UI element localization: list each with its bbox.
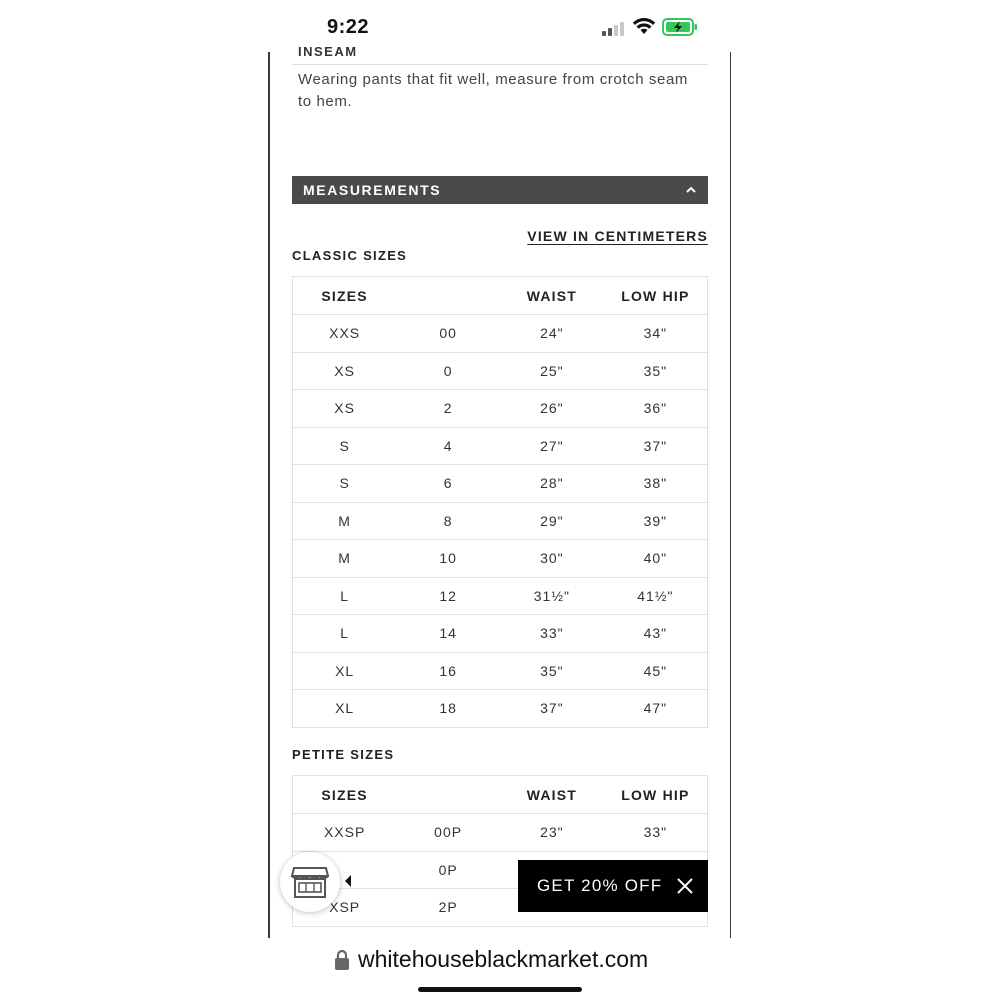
table-row <box>293 814 708 852</box>
store-locator-button[interactable] <box>280 852 340 912</box>
browser-address-bar[interactable] <box>0 938 1000 1000</box>
waist-cell: 37" <box>500 690 604 728</box>
numeric-size-cell: 16 <box>396 652 500 690</box>
chevron-up-icon[interactable] <box>684 183 698 197</box>
petite-sizes-heading: PETITE SIZES <box>292 747 395 762</box>
column-header: WAIST <box>500 277 604 315</box>
table-row <box>293 427 708 465</box>
table-row <box>293 577 708 615</box>
table-row <box>293 615 708 653</box>
low-hip-cell: 47" <box>604 690 708 728</box>
low-hip-cell: 33" <box>604 814 708 852</box>
waist-cell: 23" <box>500 814 604 852</box>
status-time: 9:22 <box>327 16 370 38</box>
waist-cell: 25" <box>500 352 604 390</box>
inseam-title: INSEAM <box>298 44 358 59</box>
numeric-size-cell: 00P <box>396 814 500 852</box>
table-row <box>293 652 708 690</box>
table-row <box>293 502 708 540</box>
size-label-cell: XS <box>293 352 397 390</box>
numeric-size-cell: 14 <box>396 615 500 653</box>
numeric-size-cell: 18 <box>396 690 500 728</box>
table-header-row <box>293 277 708 315</box>
size-label-cell: XXSP <box>293 814 397 852</box>
column-header <box>396 776 500 814</box>
measurements-accordion-header[interactable] <box>292 176 708 204</box>
table-header-row <box>293 776 708 814</box>
numeric-size-cell: 2 <box>396 390 500 428</box>
size-label-cell: XXS <box>293 315 397 353</box>
low-hip-cell: 36" <box>604 390 708 428</box>
numeric-size-cell: 00 <box>396 315 500 353</box>
column-header <box>396 277 500 315</box>
close-icon[interactable] <box>676 877 694 895</box>
classic-sizes-heading: CLASSIC SIZES <box>292 248 408 263</box>
low-hip-cell: 38" <box>604 465 708 503</box>
numeric-size-cell: 0P <box>396 851 500 889</box>
numeric-size-cell: 4 <box>396 427 500 465</box>
classic-sizes-table <box>292 276 708 728</box>
waist-cell: 31½" <box>500 577 604 615</box>
battery-charging-icon <box>662 18 698 36</box>
size-label-cell: S <box>293 465 397 503</box>
divider <box>292 64 708 65</box>
low-hip-cell: 39" <box>604 502 708 540</box>
column-header: WAIST <box>500 776 604 814</box>
low-hip-cell: 34" <box>604 315 708 353</box>
waist-cell: 26" <box>500 390 604 428</box>
column-header: SIZES <box>293 776 397 814</box>
wifi-icon <box>632 17 656 35</box>
url-text[interactable]: whitehouseblackmarket.com <box>358 946 649 972</box>
waist-cell: 28" <box>500 465 604 503</box>
numeric-size-cell: 8 <box>396 502 500 540</box>
waist-cell: 29" <box>500 502 604 540</box>
promo-banner[interactable] <box>518 860 708 912</box>
table-row <box>293 352 708 390</box>
cellular-signal-icon <box>602 20 628 36</box>
waist-cell: 30" <box>500 540 604 578</box>
storefront-icon <box>291 864 329 900</box>
waist-cell: 24" <box>500 315 604 353</box>
waist-cell: 27" <box>500 427 604 465</box>
column-header: SIZES <box>293 277 397 315</box>
size-label-cell: S <box>293 427 397 465</box>
size-label-cell: L <box>293 577 397 615</box>
promo-label[interactable]: GET 20% OFF <box>537 876 663 895</box>
view-in-centimeters-link[interactable]: VIEW IN CENTIMETERS <box>527 228 708 244</box>
numeric-size-cell: 10 <box>396 540 500 578</box>
waist-cell: 35" <box>500 652 604 690</box>
table-row <box>293 390 708 428</box>
numeric-size-cell: 6 <box>396 465 500 503</box>
size-label-cell: L <box>293 615 397 653</box>
numeric-size-cell: 12 <box>396 577 500 615</box>
web-page[interactable] <box>270 44 730 938</box>
collapse-store-button[interactable] <box>338 866 358 896</box>
table-row <box>293 315 708 353</box>
low-hip-cell: 41½" <box>604 577 708 615</box>
size-label-cell: XS <box>293 390 397 428</box>
inseam-description: Wearing pants that fit well, measure from crotch seam to hem. <box>298 71 688 110</box>
table-row <box>293 540 708 578</box>
size-label-cell: XL <box>293 652 397 690</box>
measurements-title: MEASUREMENTS <box>303 182 442 198</box>
low-hip-cell: 43" <box>604 615 708 653</box>
caret-left-icon <box>343 874 353 888</box>
numeric-size-cell: 0 <box>396 352 500 390</box>
column-header: LOW HIP <box>604 776 708 814</box>
numeric-size-cell: 2P <box>396 889 500 927</box>
low-hip-cell: 37" <box>604 427 708 465</box>
table-row <box>293 465 708 503</box>
low-hip-cell: 40" <box>604 540 708 578</box>
lock-icon <box>334 949 350 971</box>
low-hip-cell: 45" <box>604 652 708 690</box>
table-row <box>293 690 708 728</box>
size-label-cell: M <box>293 502 397 540</box>
size-label-cell: M <box>293 540 397 578</box>
waist-cell: 33" <box>500 615 604 653</box>
status-bar <box>0 0 1000 52</box>
size-label-cell: XL <box>293 690 397 728</box>
low-hip-cell: 35" <box>604 352 708 390</box>
size-label-cell: XSP <box>293 889 397 927</box>
column-header: LOW HIP <box>604 277 708 315</box>
home-indicator[interactable] <box>418 987 582 992</box>
